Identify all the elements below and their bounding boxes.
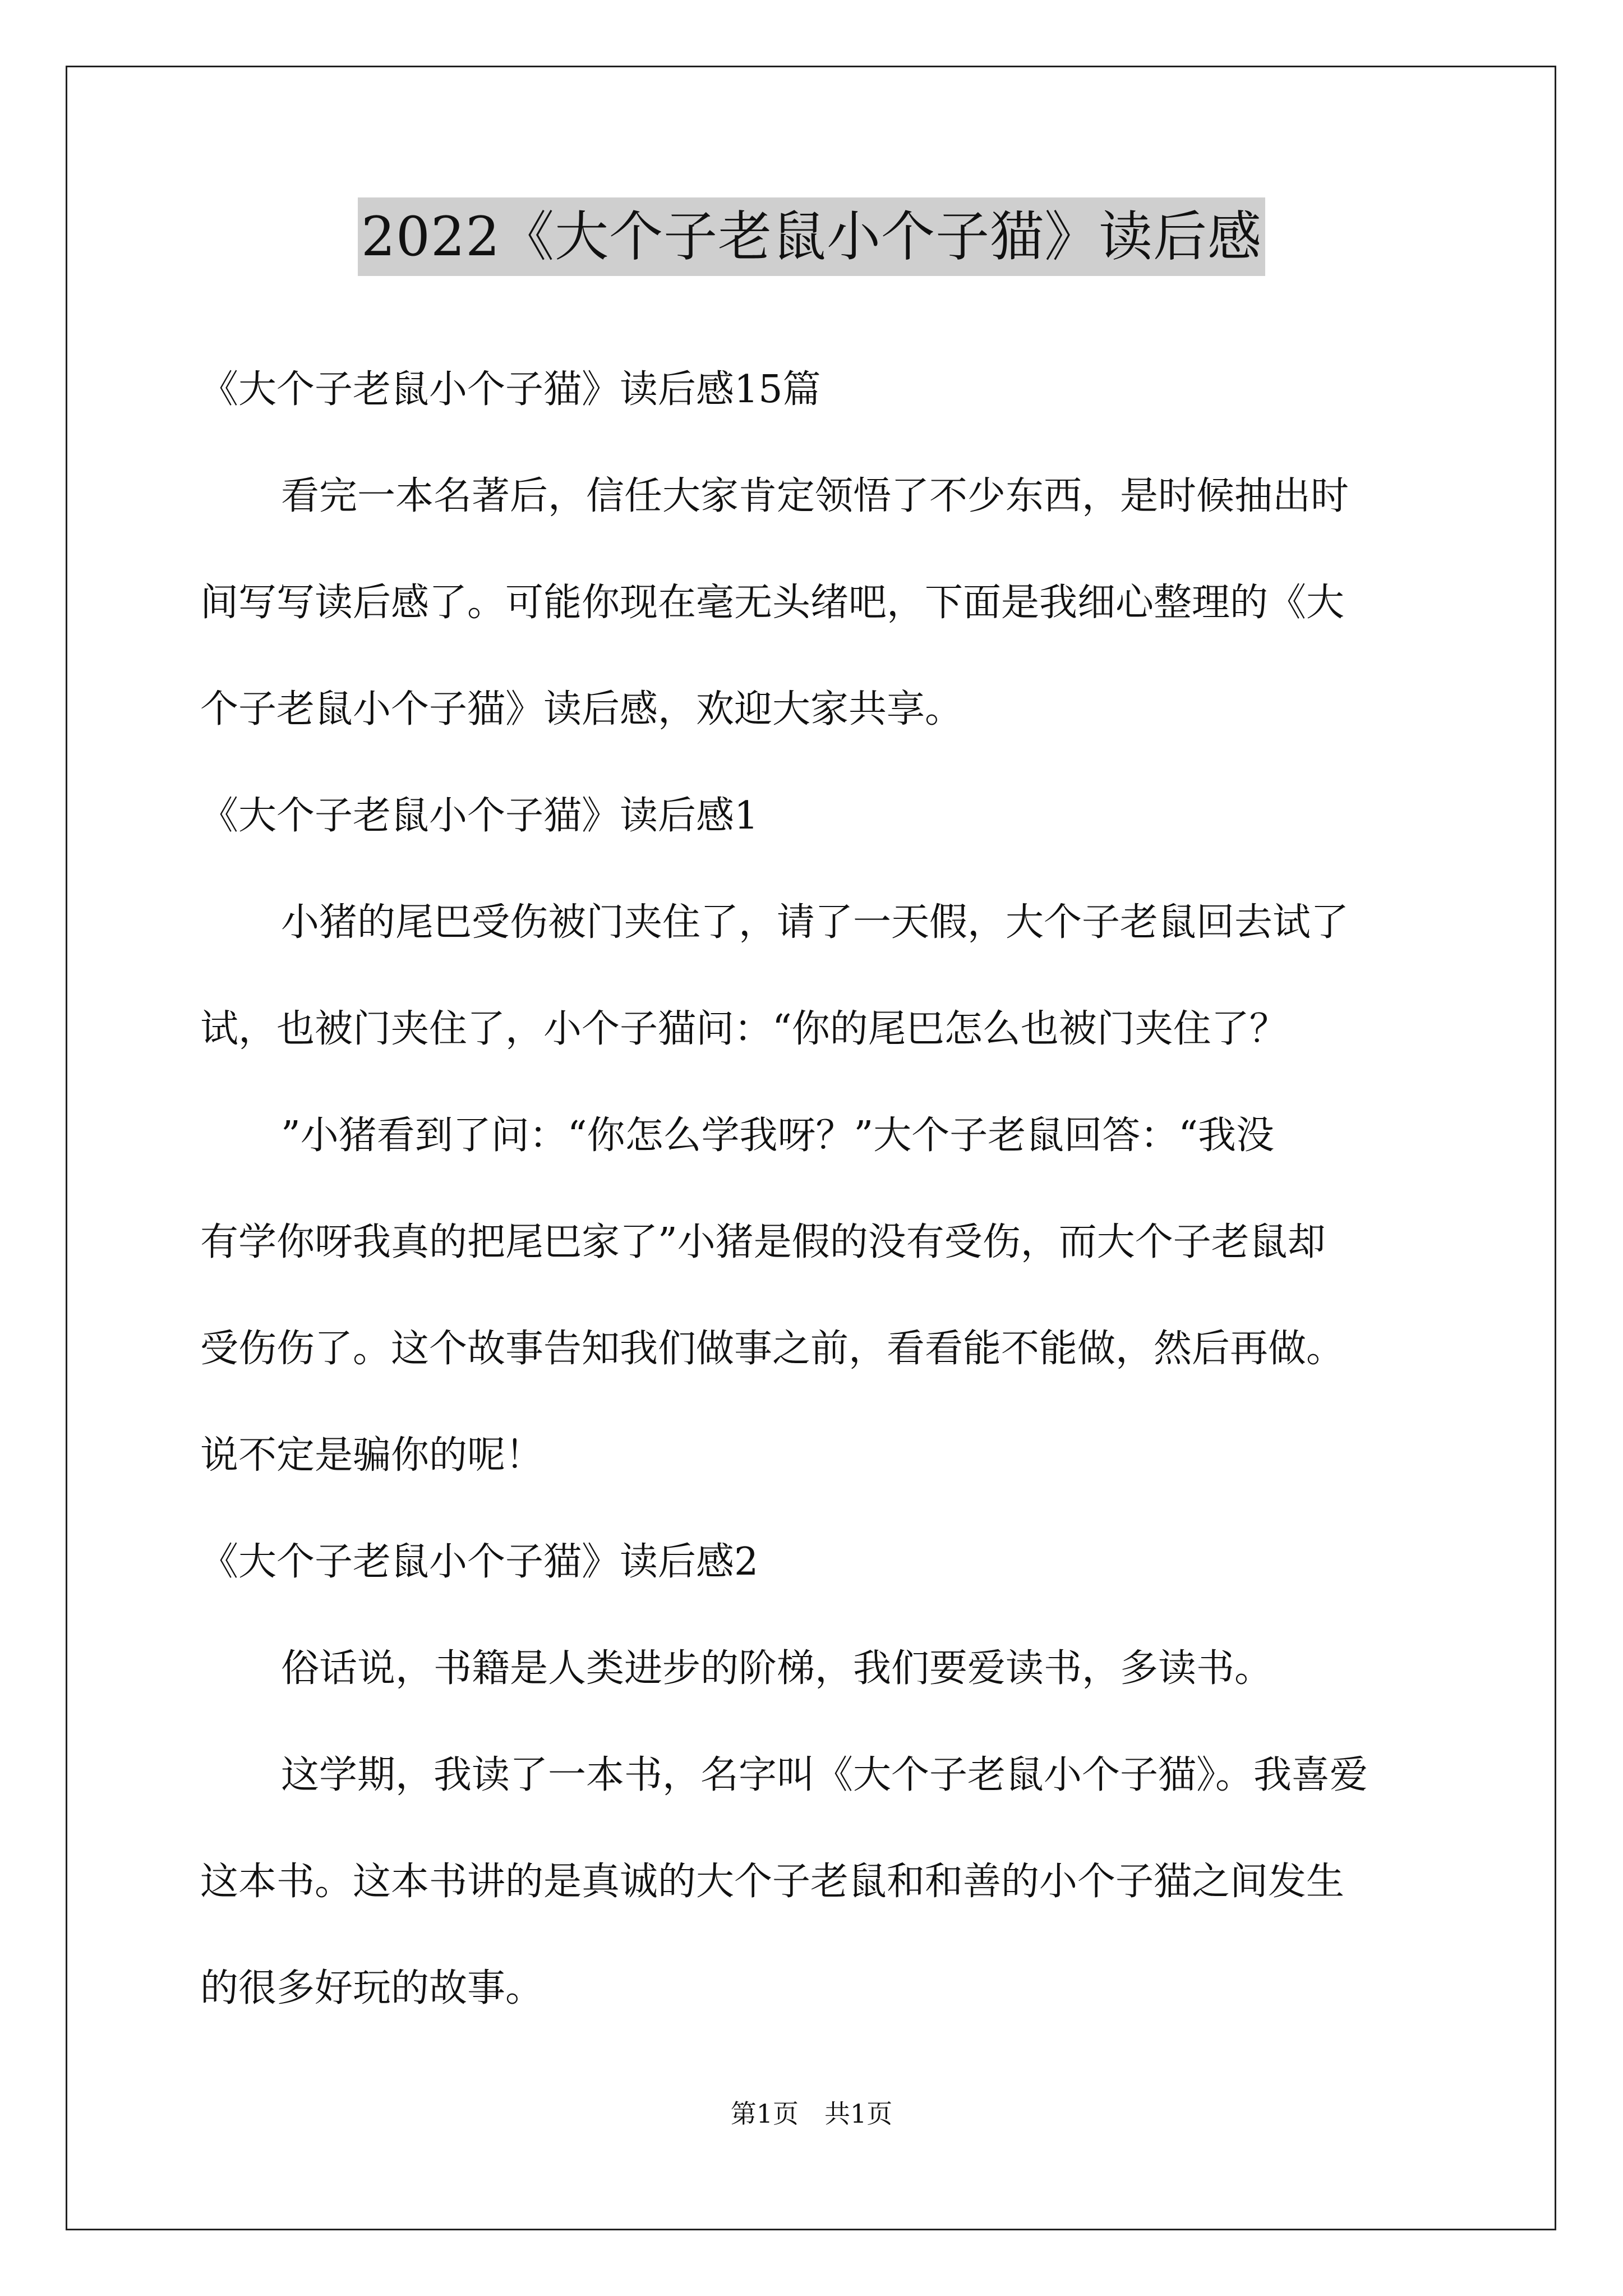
document-title: 2022《大个子老鼠小个子猫》读后感 [358,197,1265,276]
document-body [200,337,1428,2042]
title-container [0,197,1623,276]
text-line: 看完一本名著后，信任大家肯定领悟了不少东西，是时候抽出时 [281,474,1349,518]
text-line: 个子老鼠小个子猫》读后感，欢迎大家共享。 [200,687,963,731]
text-line: 试，也被门夹住了，小个子猫问：“你的尾巴怎么也被门夹住了？ [200,1007,1288,1051]
text-line: 间写写读后感了。可能你现在毫无头绪吧，下面是我细心整理的《大 [200,581,1345,625]
text-line: 小猪的尾巴受伤被门夹住了，请了一天假，大个子老鼠回去试了 [281,900,1349,945]
text-line: 说不定是骗你的呢！ [200,1433,544,1478]
text-line: 有学你呀我真的把尾巴家了”小猪是假的没有受伤，而大个子老鼠却 [200,1220,1326,1264]
text-line: 俗话说，书籍是人类进步的阶梯，我们要爱读书，多读书。 [281,1646,1273,1691]
page-footer [0,2097,1623,2131]
text-line: 这本书。这本书讲的是真诚的大个子老鼠和和善的小个子猫之间发生 [200,1860,1345,1904]
text-line: 的很多好玩的故事。 [200,1966,544,2010]
text-line: 受伤伤了。这个故事告知我们做事之前，看看能不能做，然后再做。 [200,1327,1345,1371]
section-heading: 《大个子老鼠小个子猫》读后感2 [200,1540,759,1584]
text-line: ”小猪看到了问：“你怎么学我呀？”大个子老鼠回答：“我没 [281,1114,1275,1158]
text-line: 这学期，我读了一本书，名字叫《大个子老鼠小个子猫》。我喜爱 [281,1753,1368,1797]
section-heading: 《大个子老鼠小个子猫》读后感1 [200,794,759,838]
text-line: 《大个子老鼠小个子猫》读后感15篇 [200,367,821,412]
page-number: 第1页 共1页 [730,2099,893,2129]
